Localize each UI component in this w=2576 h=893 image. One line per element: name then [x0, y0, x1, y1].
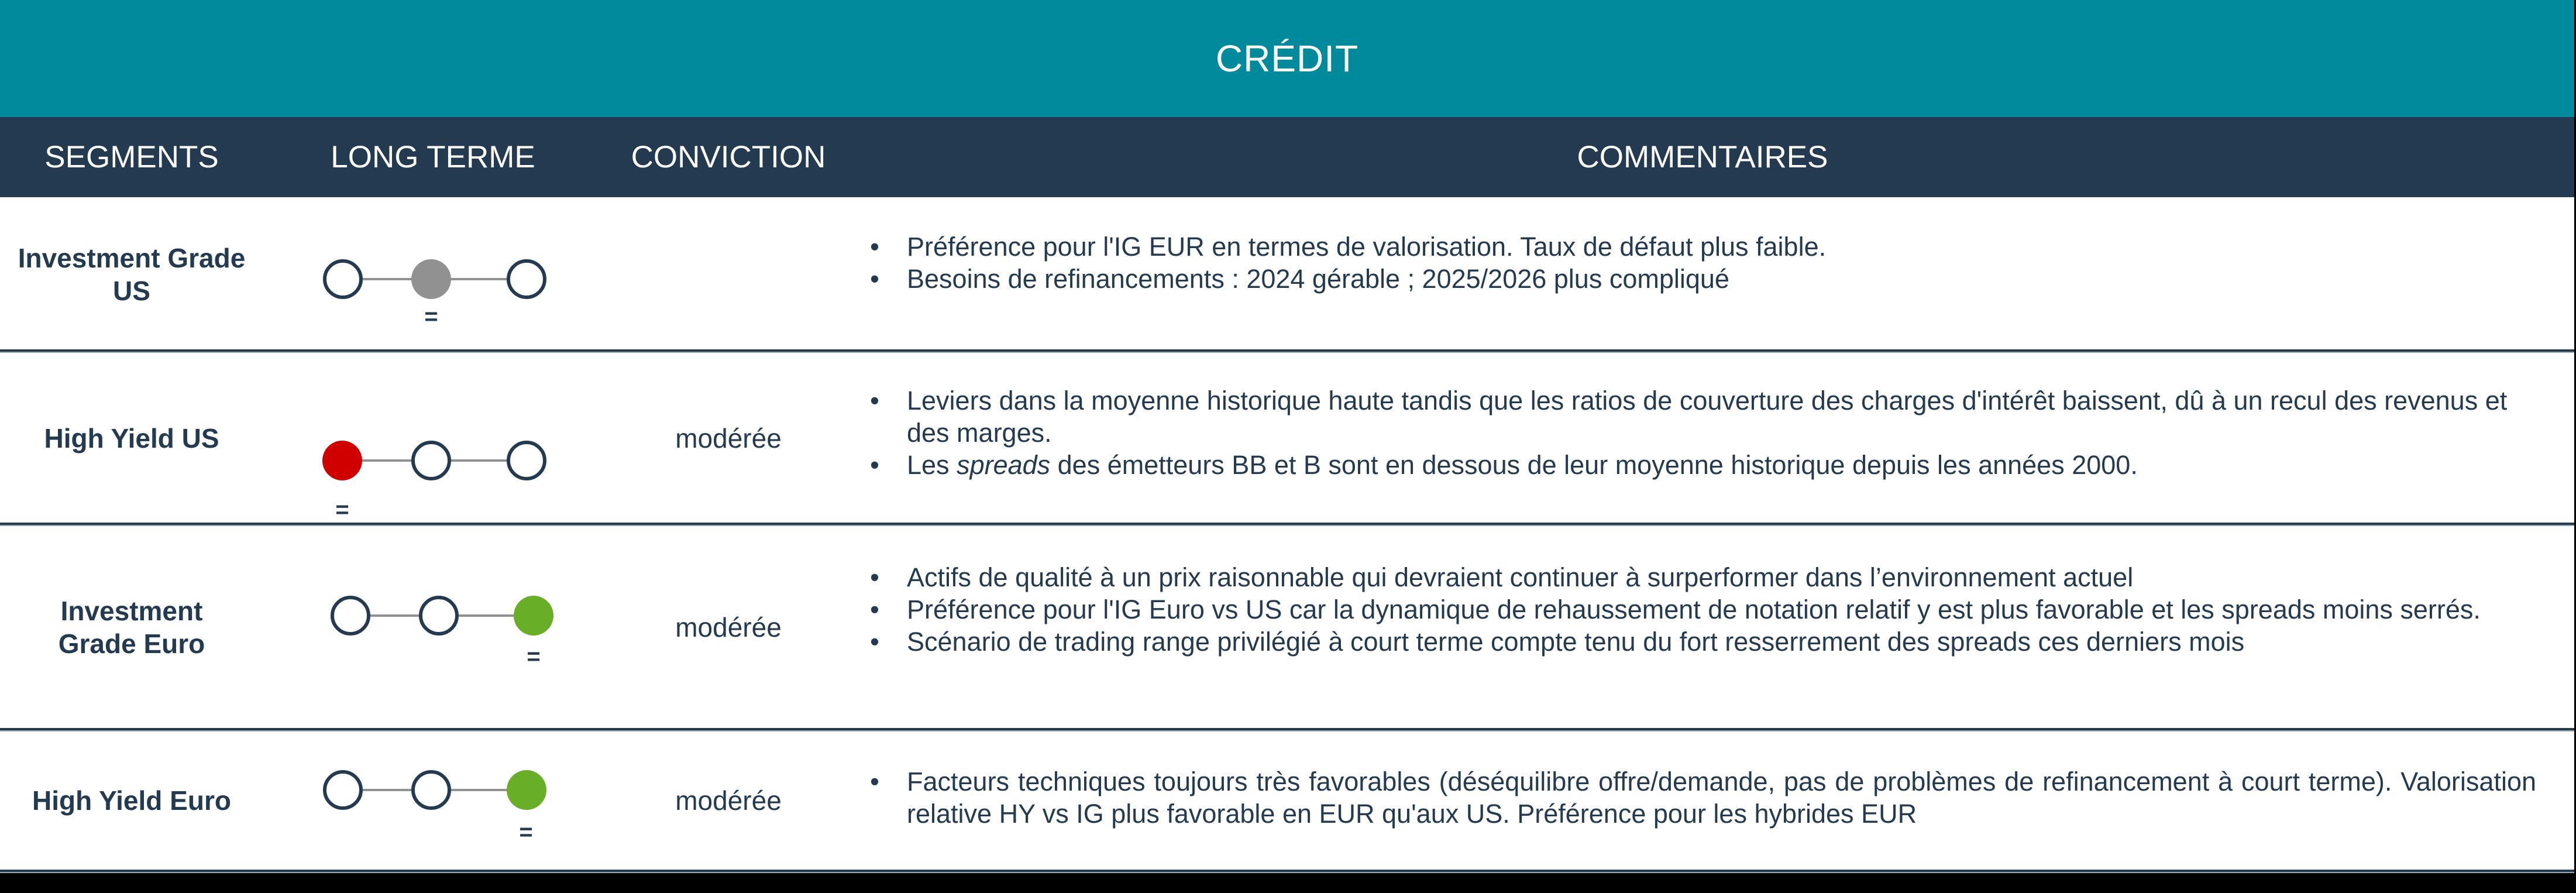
comment-item: • Actifs de qualité à un prix raisonnable qui devraient continuer à surperformer dans l’environnement actuel	[866, 561, 2536, 593]
long-term-indicator	[322, 441, 568, 523]
column-header-segments: SEGMENTS	[44, 140, 219, 174]
comments-cell	[866, 731, 2536, 870]
scale-dot-negative-icon	[323, 259, 363, 299]
change-indicator: =	[519, 819, 533, 845]
comment-italic-term: spreads	[957, 449, 1051, 480]
comments-cell	[866, 197, 2536, 351]
table-row	[0, 353, 2574, 524]
scale-dot-neutral-icon	[419, 596, 459, 636]
comment-item: • Leviers dans la moyenne historique haute tandis que les ratios de couverture des charges d'intérêt baissent, dû à un recul des revenus et des marges.	[866, 384, 2536, 449]
scale-dot-neutral-icon	[411, 441, 451, 480]
column-header-conviction: CONVICTION	[631, 140, 826, 174]
comment-item	[866, 449, 2536, 481]
conviction-value: modérée	[675, 785, 782, 816]
segment-label: High Yield Euro	[32, 785, 231, 816]
segment-label: Investment Grade Euro	[58, 595, 205, 659]
scale-dot-positive-icon	[507, 259, 546, 299]
table-row	[0, 526, 2574, 728]
comment-item: • Préférence pour l'IG EUR en termes de valorisation. Taux de défaut plus faible.	[866, 231, 2536, 263]
comment-text: Les	[907, 449, 957, 480]
scale-dot-negative-filled-icon	[322, 441, 362, 480]
scale-dot-negative-icon	[331, 596, 370, 636]
table-row	[0, 197, 2574, 351]
page-title: CRÉDIT	[0, 0, 2574, 117]
table-header	[0, 117, 2574, 197]
comment-item: • Besoins de refinancements : 2024 gérable ; 2025/2026 plus compliqué	[866, 263, 2536, 295]
change-indicator: =	[424, 304, 438, 329]
long-term-indicator	[323, 770, 569, 846]
long-term-indicator	[323, 259, 569, 329]
scale-dot-positive-filled-icon	[514, 596, 553, 636]
table-bottom-border	[0, 870, 2574, 873]
scale-dot-neutral-icon	[411, 770, 451, 810]
comments-cell	[866, 526, 2536, 728]
scale-dot-neutral-filled-icon	[411, 259, 451, 299]
conviction-value: modérée	[675, 612, 782, 643]
scale-dot-positive-icon	[507, 441, 546, 480]
conviction-value: modérée	[675, 423, 782, 454]
comment-text: des émetteurs BB et B sont en dessous de leur moyenne historique depuis les années 2000.	[1050, 449, 2138, 480]
scale-dot-negative-icon	[323, 770, 363, 810]
scale-dot-positive-filled-icon	[507, 770, 546, 810]
segment-label: Investment Grade US	[18, 242, 246, 306]
comment-item: • Scénario de trading range privilégié à court terme compte tenu du fort resserrement des spreads ces derniers mois	[866, 626, 2536, 658]
column-header-long-term: LONG TERME	[331, 140, 535, 174]
change-indicator: =	[335, 497, 349, 523]
segment-label: High Yield US	[44, 423, 219, 454]
conviction-value	[608, 197, 848, 351]
long-term-indicator	[331, 596, 576, 672]
change-indicator: =	[527, 644, 541, 669]
column-header-comments: COMMENTAIRES	[1577, 140, 1828, 174]
comment-item: • Facteurs techniques toujours très favorables (déséquilibre offre/demande, pas de problèmes de refinancement à court terme). Valorisation relative HY vs IG plus favorable en EUR qu'aux US. Préférence pour les hybrides EUR	[866, 765, 2536, 830]
comments-cell	[866, 353, 2536, 524]
comment-item: • Préférence pour l'IG Euro vs US car la dynamique de rehaussement de notation relatif y est plus favorable et les spreads moins serrés.	[866, 593, 2536, 626]
table-row	[0, 731, 2574, 870]
